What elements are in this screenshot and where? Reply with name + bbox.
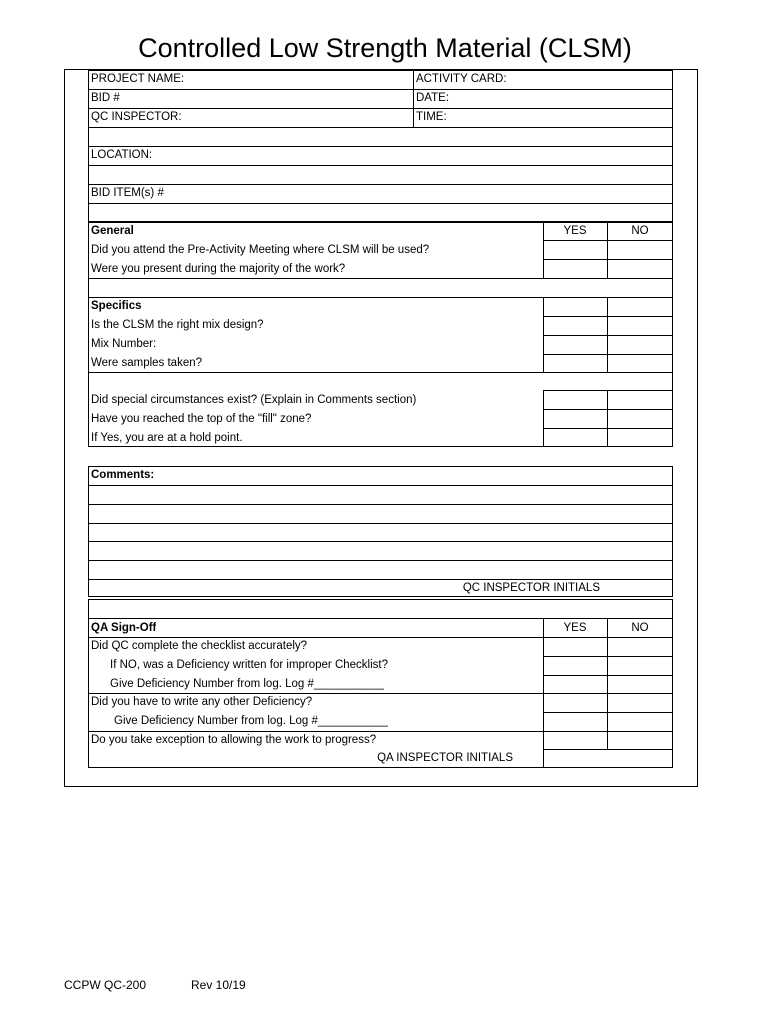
qa-inspector-initials-label: QA INSPECTOR INITIALS	[377, 752, 513, 764]
bid-items-label: BID ITEM(s) #	[91, 187, 164, 199]
specifics-question-5: Have you reached the top of the "fill" zone?	[91, 413, 312, 425]
location-label: LOCATION:	[91, 149, 153, 161]
qa-question-5: Give Deficiency Number from log. Log #___________	[114, 715, 389, 727]
form-revision: Rev 10/19	[191, 978, 246, 992]
qa-question-6: Do you take exception to allowing the work to progress?	[91, 734, 377, 746]
general-no-header: NO	[631, 225, 649, 237]
form-title: Controlled Low Strength Material (CLSM)	[138, 33, 632, 63]
qa-yes-header: YES	[563, 622, 587, 634]
specifics-question-2: Mix Number:	[91, 338, 157, 350]
comments-heading: Comments:	[91, 469, 155, 481]
qa-question-1: Did QC complete the checklist accurately?	[91, 640, 308, 652]
form-id: CCPW QC-200	[64, 978, 147, 992]
qc-inspector-label: QC INSPECTOR:	[91, 111, 182, 123]
date-label: DATE:	[416, 92, 450, 104]
specifics-question-1: Is the CLSM the right mix design?	[91, 319, 264, 331]
project-name-label: PROJECT NAME:	[91, 73, 185, 85]
qa-no-header: NO	[631, 622, 649, 634]
time-label: TIME:	[416, 111, 447, 123]
qa-question-2: If NO, was a Deficiency written for improper Checklist?	[110, 659, 389, 671]
general-heading: General	[91, 225, 134, 237]
general-question-2: Were you present during the majority of the work?	[91, 263, 346, 275]
specifics-question-4: Did special circumstances exist? (Explain in Comments section)	[91, 394, 417, 406]
activity-card-label: ACTIVITY CARD:	[416, 73, 507, 85]
qa-question-4: Did you have to write any other Deficiency?	[91, 696, 313, 708]
qc-inspector-initials-label: QC INSPECTOR INITIALS	[462, 582, 600, 594]
specifics-question-3: Were samples taken?	[91, 357, 203, 369]
general-yes-header: YES	[563, 225, 587, 237]
specifics-heading: Specifics	[91, 300, 142, 312]
qa-question-3: Give Deficiency Number from log. Log #___________	[110, 678, 385, 690]
specifics-question-6: If Yes, you are at a hold point.	[91, 432, 243, 444]
qa-signoff-heading: QA Sign-Off	[91, 622, 157, 634]
bid-label: BID #	[91, 92, 120, 104]
general-question-1: Did you attend the Pre-Activity Meeting where CLSM will be used?	[91, 244, 430, 256]
